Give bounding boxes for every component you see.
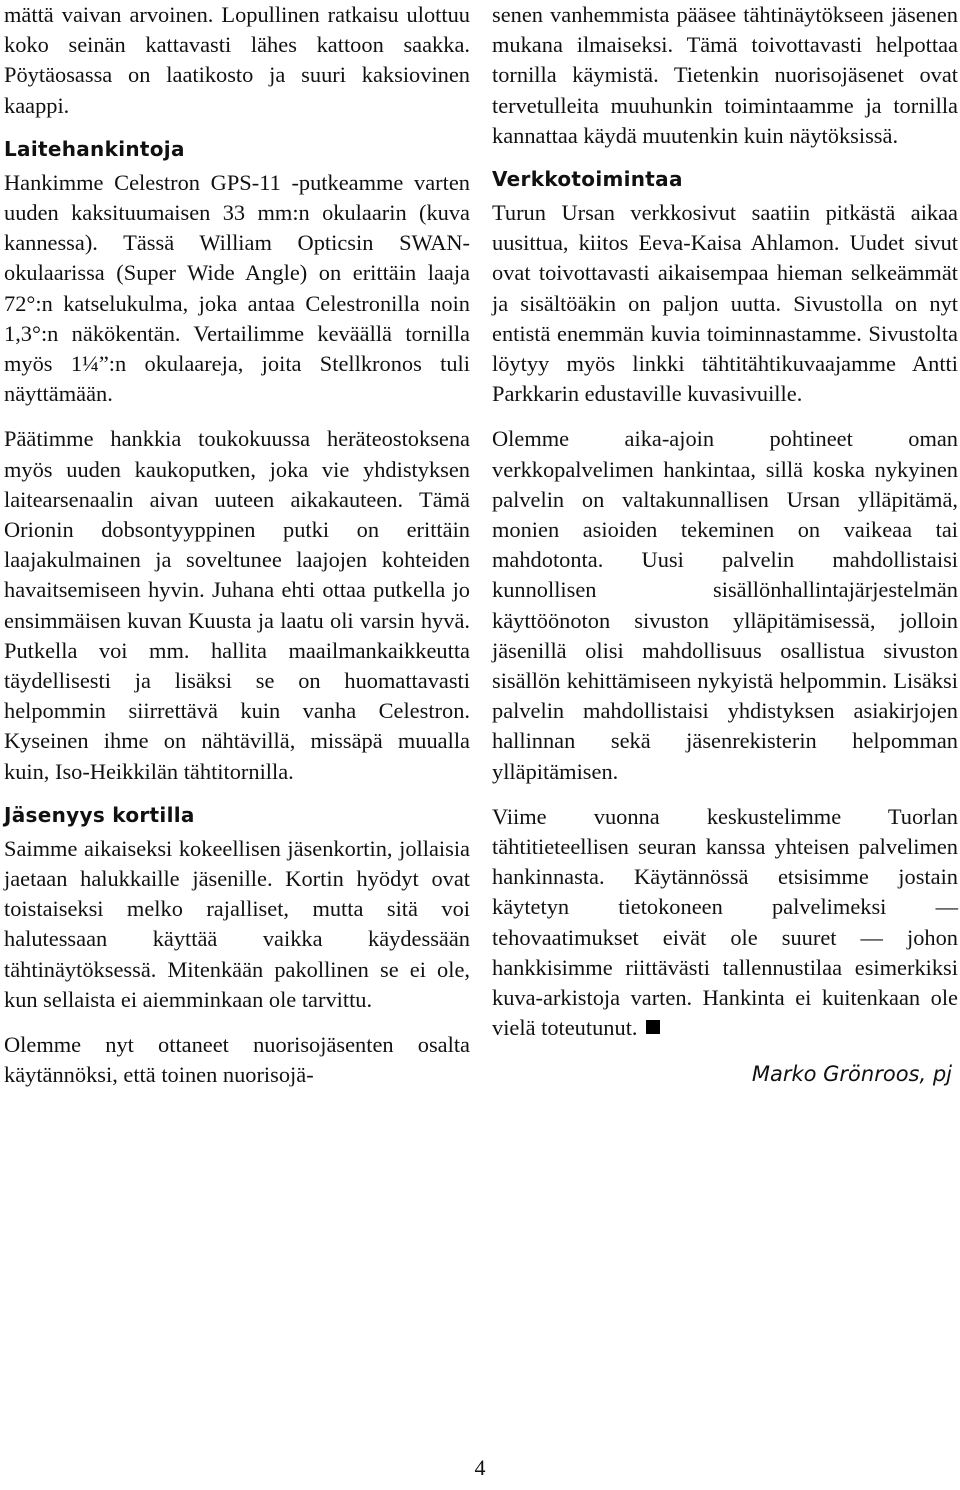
paragraph-youth: Olemme nyt ottaneet nuorisojäsenten osalta käytännöksi, että toinen nuorisojä- <box>4 1032 470 1088</box>
heading-web-activity: Verkkotoimintaa <box>492 167 683 192</box>
paragraph-cabinet: mättä vaivan arvoinen. Lopullinen ratkaisu ulottuu koko seinän kattavasti lähes kattoon saakka. Pöytäosassa on laatikosto ja suuri kaksiovinen kaappi. <box>4 2 470 118</box>
paragraph-server: Olemme aika-ajoin pohtineet oman verkkopalvelimen hankintaa, sillä koska nykyinen palvelin on valtakunnallisen Ursan ylläpitämä, monien asioiden tekeminen on vaikeaa tai mahdotonta. Uusi palvelin mahdollistaisi kunnollisen sisällönhallintajärjestelmän käyttöönoton sivuston ylläpitämisessä, jolloin jäsenillä olisi mahdollisuus osallistua sivuston sisällön kehittämiseen nykyistä helpommin. Lisäksi palvelin mahdollistaisi yhdistyksen asiakirjojen hallinnan sekä jäsenrekisterin helpomman ylläpitämisen. <box>492 426 958 784</box>
paragraph-tuorla <box>492 802 958 1044</box>
left-column <box>4 0 470 1106</box>
paragraph-card: Saimme aikaiseksi kokeellisen jäsenkortin, jollaisia jaetaan halukkaille jäsenille. Kortin hyödyt ovat toistaiseksi melko rajalliset, mutta sitä voi halutessaan käyttää vaikka käydessään tähtinäytöksessä. Mitenkään pakollinen se ei ole, kun sellaista ei aiemminkaan ole tarvittu. <box>4 835 470 1012</box>
heading-membership-card: Jäsenyys kortilla <box>4 802 195 827</box>
paragraph-eyepiece: Hankimme Celestron GPS-11 -putkeamme varten uuden kaksituumaisen 33 mm:n okulaarin (kuva kannessa). Tässä William Opticsin SWAN-okulaarissa (Super Wide Angle) on erittäin laaja 72°:n katselukulma, joka antaa Celestronilla noin 1,3°:n näkökentän. Vertailimme keväällä tornilla myös 1¼”:n okulaareja, joita Stellkronos tuli näyttämään. <box>4 169 470 407</box>
page-number: 4 <box>474 1455 486 1480</box>
right-column <box>492 0 958 1086</box>
paragraph-website: Turun Ursan verkkosivut saatiin pitkästä aikaa uusittua, kiitos Eeva-Kaisa Ahlamon. Uudet sivut ovat toivottavasti aikaisempaa hieman selkeämmät ja sisältöäkin on paljon uutta. Sivustolla on nyt entistä enemmän kuvia toiminnastamme. Sivustolta löytyy myös linkki tähtitähtikuvaajamme Antti Parkkarin edustaville kuvasivuille. <box>492 200 958 407</box>
author-signature: Marko Grönroos, pj <box>751 1061 952 1086</box>
paragraph-youth-continued: senen vanhemmista pääsee tähtinäytökseen jäsenen mukana ilmaiseksi. Tämä toivottavasti helpottaa tornilla käymistä. Tietenkin nuorisojäsenet ovat tervetulleita muuhunkin toimintaamme ja tornilla kannattaa käydä muutenkin kuin näytöksissä. <box>492 2 958 148</box>
end-mark-square <box>646 1020 660 1034</box>
paragraph-tuorla-text: Viime vuonna keskustelimme Tuorlan tähtitieteellisen seuran kanssa yhteisen palvelimen hankinnasta. Käytännössä etsisimme jostain käytetyn tietokoneen palvelimeksi — tehovaatimukset eivät ole suuret — johon hankkisimme riittävästi tallennustilaa esimerkiksi kuva-arkistoja varten. Hankinta ei kuitenkaan ole vielä toteutunut. <box>492 803 958 1041</box>
heading-equipment: Laitehankintoja <box>4 136 185 161</box>
paragraph-telescope: Päätimme hankkia toukokuussa heräteostoksena myös uuden kaukoputken, joka vie yhdistyksen laitearsenaalin aivan uuteen aikakauteen. Tämä Orionin dobsontyyppinen putki on erittäin laajakulmainen ja soveltunee laajojen kohteiden havaitsemiseen hyvin. Juhana ehti ottaa putkella jo ensimmäisen kuvan Kuusta ja laatu oli varsin hyvä. Putkella voi mm. hallita maailmankaikkeutta täydellisesti ja lisäksi se on huomattavasti helpommin siirrettävä kuin vanha Celestron. Kyseinen ihme on nähtävillä, missäpä muualla kuin, Iso-Heikkilän tähtitornilla. <box>4 426 470 784</box>
